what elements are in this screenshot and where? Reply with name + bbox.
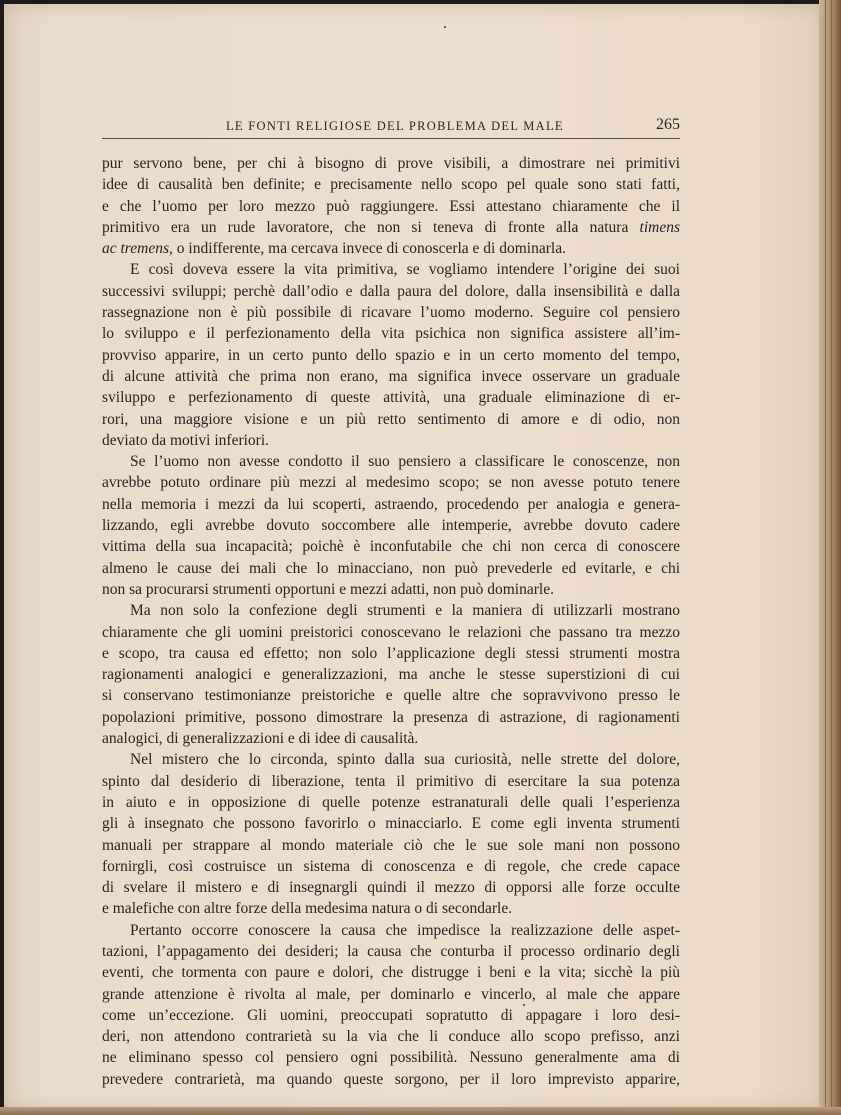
text-line: gli à insegnato che possono favorirlo o minacciarlo. E come egli inventa strumenti: [102, 815, 680, 833]
italic-phrase: ac tremens,: [102, 240, 173, 258]
paragraph-5: [102, 749, 680, 919]
text-line: chiaramente che gli uomini preistorici conoscevano le relazioni che passano tra mezzo: [102, 623, 680, 641]
text-line: manuali per strappare al mondo materiale ciò che le sue sole mani non possono: [102, 836, 680, 854]
text-line: e scopo, tra causa ed effetto; non solo l’applicazione degli stessi strumenti mostra: [102, 644, 680, 662]
text-line: popolazioni primitive, possono dimostrare la presenza di astrazione, di ragionamenti: [102, 708, 680, 726]
text-line: nella memoria i mezzi da lui scoperti, astraendo, procedendo per analogia e genera-: [102, 495, 680, 513]
paper-speck: [523, 1004, 525, 1006]
text-line: successivi sviluppi; perchè dall’odio e dalla paura del dolore, dalla insensibilità e dalla: [102, 282, 680, 300]
text-line: si conservano testimonianze preistoriche e quelle altre che sopravvivono presso le: [102, 687, 680, 705]
text-line: almeno le cause dei mali che lo minacciano, non può prevederle ed evitarle, e chi: [102, 559, 680, 577]
paragraph-1: [102, 153, 680, 259]
text-line: non sa procurarsi strumenti opportuni e mezzi adatti, non può dominarle.: [102, 580, 554, 598]
text-line: avrebbe potuto ordinare più mezzi al medesimo scopo; se non avesse potuto tenere: [102, 474, 680, 492]
text-line: Pertanto occorre conoscere la causa che impedisce la realizzazione delle aspet-: [130, 921, 680, 939]
text-line: deviato da motivi inferiori.: [102, 431, 270, 449]
paragraph-2: [102, 259, 680, 451]
text-line: di svelare il mistero e di insegnargli quindi il mezzo di opporsi alle forze occulte: [102, 879, 680, 897]
text-line: deri, non attendono contrarietà su la via che li conduce allo scopo prefisso, anzi: [102, 1028, 680, 1046]
text-line: vittima della sua incapacità; poichè è inconfutabile che chi non cerca di conoscere: [102, 538, 680, 556]
paper-speck: [444, 26, 446, 28]
text-line: rori, una maggiore visione e un più retto sentimento di amore e di odio, non: [102, 410, 680, 428]
book-page: [4, 4, 826, 1110]
text-line: eventi, che tormenta con paure e dolori, che distrugge i beni e la vita; sicchè la più: [102, 964, 680, 982]
text-line: tazioni, l’appagamento dei desideri; la causa che conturba il processo ordinario degli: [102, 942, 680, 960]
text-line: e malefiche con altre forze della medesima natura o di secondarle.: [102, 900, 513, 918]
text-fragment: o indifferente, ma cercava invece di conoscerla e di dominarla.: [176, 240, 566, 258]
text-line: [102, 238, 680, 259]
text-line: fornirgli, così costruisce un sistema di conoscenza e di regole, che crede capace: [102, 857, 680, 875]
text-line: prevedere contrarietà, ma quando queste sorgono, per il loro imprevisto apparire,: [102, 1070, 680, 1088]
text-line: E così doveva essere la vita primitiva, se vogliamo intendere l’origine dei suoi: [130, 261, 680, 279]
text-line: Se l’uomo non avesse condotto il suo pensiero a classificare le conoscenze, non: [130, 453, 680, 471]
running-title: LE FONTI RELIGIOSE DEL PROBLEMA DEL MALE: [226, 119, 564, 133]
italic-phrase: timens: [639, 218, 680, 236]
body-text: [102, 153, 680, 1090]
text-line: analogici, di generalizzazioni e di idee di causalità.: [102, 730, 419, 748]
text-line: rassegnazione non è più possibile di ricavare l’uomo moderno. Seguire col pensiero: [102, 304, 680, 322]
page-fore-edge: [819, 0, 841, 1115]
text-line: spinto dal desiderio di liberazione, tenta il primitivo di esercitare la sua potenza: [102, 772, 680, 790]
text-line: provviso apparire, in un certo punto dello spazio e in un certo momento del tempo,: [102, 346, 680, 364]
text-line: in aiuto e in opposizione di quelle potenze estranaturali delle quali l’esperienza: [102, 793, 680, 811]
text-line: sviluppo e perfezionamento di queste attività, una graduale eliminazione di er-: [102, 389, 680, 407]
text-line: grande attenzione è rivolta al male, per dominarlo e vincerlo, al male che appare: [102, 985, 680, 1003]
text-line: di alcune attività che prima non erano, ma significa invece osservare un graduale: [102, 367, 680, 385]
text-line: ne eliminano spesso col pensiero ogni possibilità. Nessuno generalmente ama di: [102, 1049, 680, 1067]
paragraph-4: [102, 600, 680, 749]
page-number: 265: [656, 116, 680, 133]
text-fragment: primitivo era un rude lavoratore, che non si teneva di fronte alla natura: [102, 218, 629, 236]
text-line: ragionamenti analogici e generalizzazioni, ma anche le stesse superstizioni di cui: [102, 666, 680, 684]
text-line: come un’eccezione. Gli uomini, preoccupati sopratutto di appagare i loro desi-: [102, 1006, 680, 1024]
text-line: idee di causalità ben definite; e precisamente nello scopo pel quale sono stati fatti,: [102, 176, 680, 194]
header-rule: [102, 138, 680, 139]
text-line: lizzando, egli avrebbe dovuto soccombere alle intemperie, avrebbe dovuto cadere: [102, 517, 680, 535]
text-line: [102, 217, 680, 238]
text-line: Nel mistero che lo circonda, spinto dalla sua curiosità, nelle strette del dolore,: [130, 751, 680, 769]
page-bottom-edge: [0, 1107, 841, 1115]
running-header: [102, 116, 680, 138]
text-line: pur servono bene, per chi à bisogno di prove visibili, a dimostrare nei primitivi: [102, 155, 680, 172]
text-line: e che l’uomo per loro mezzo può raggiungere. Essi attestano chiaramente che il: [102, 197, 680, 215]
text-line: lo sviluppo e il perfezionamento della vita psichica non significa assistere all’im-: [102, 325, 680, 343]
paragraph-3: [102, 451, 680, 600]
paragraph-6: [102, 920, 680, 1090]
text-line: Ma non solo la confezione degli strumenti e la maniera di utilizzarli mostrano: [130, 602, 680, 620]
